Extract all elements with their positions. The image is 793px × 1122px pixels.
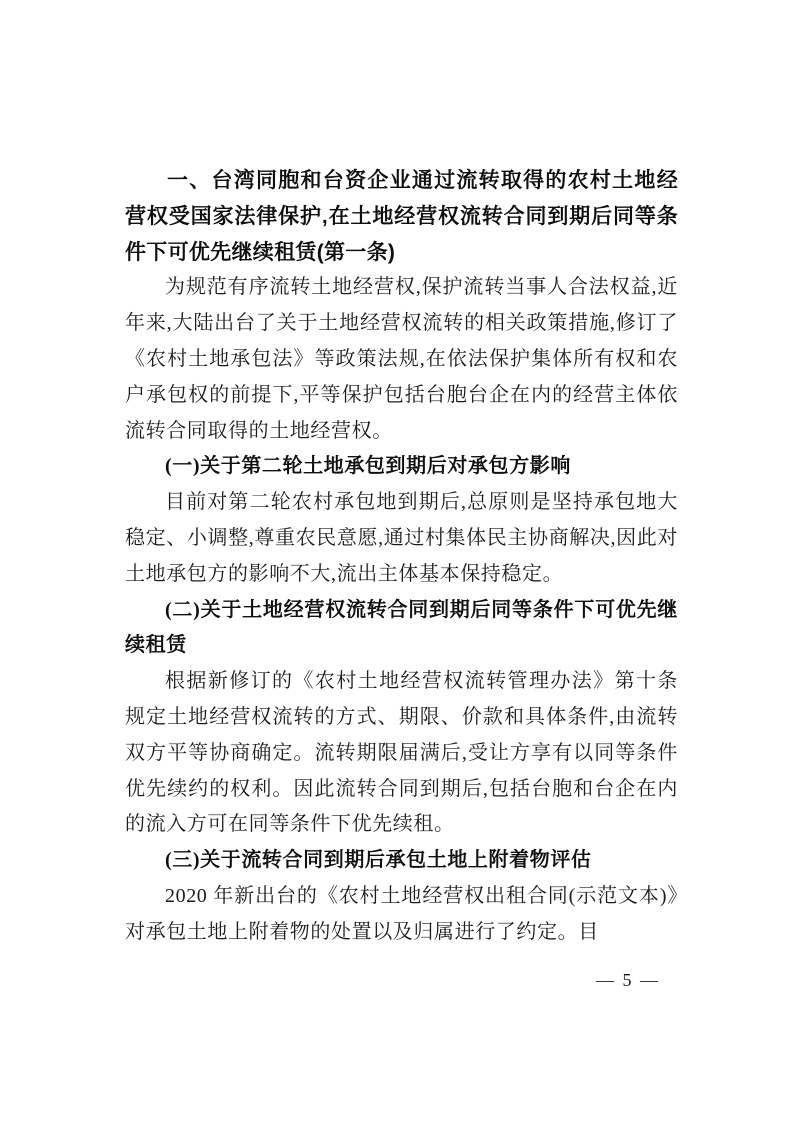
document-body: [125, 163, 678, 951]
subsection-heading-1: (一)关于第二轮土地承包到期后对承包方影响: [165, 455, 571, 478]
subsection-heading-2: (二)关于土地经营权流转合同到期后同等条件下可优先继续租赁: [125, 598, 678, 657]
paragraph-subsection-1: 目前对第二轮农村承包地到期后,总原则是坚持承包地大稳定、小调整,尊重农民意愿,通过村集体民主协商解决,因此对土地承包方的影响不大,流出主体基本保持稳定。: [125, 491, 678, 585]
paragraph-subsection-3: 2020 年新出台的《农村土地经营权出租合同(示范文本)》对承包土地上附着物的处置以及归属进行了约定。目: [125, 884, 678, 943]
article-heading: 一、台湾同胞和台资企业通过流转取得的农村土地经营权受国家法律保护,在土地经营权流转合同到期后同等条件下可优先继续租赁(第一条): [125, 169, 678, 264]
page-number: — 5 —: [596, 970, 660, 990]
paragraph-intro: 为规范有序流转土地经营权,保护流转当事人合法权益,近年来,大陆出台了关于土地经营权流转的相关政策措施,修订了《农村土地承包法》等政策法规,在依法保护集体所有权和农户承包权的前提下,平等保护包括台胞台企在内的经营主体依流转合同取得的土地经营权。: [125, 276, 678, 442]
subsection-heading-3: (三)关于流转合同到期后承包土地上附着物评估: [165, 849, 592, 872]
paragraph-subsection-2: 根据新修订的《农村土地经营权流转管理办法》第十条规定土地经营权流转的方式、期限、价款和具体条件,由流转双方平等协商确定。流转期限届满后,受让方享有以同等条件优先续约的权利。因此流转合同到期后,包括台胞和台企在内的流入方可在同等条件下优先续租。: [125, 670, 678, 836]
